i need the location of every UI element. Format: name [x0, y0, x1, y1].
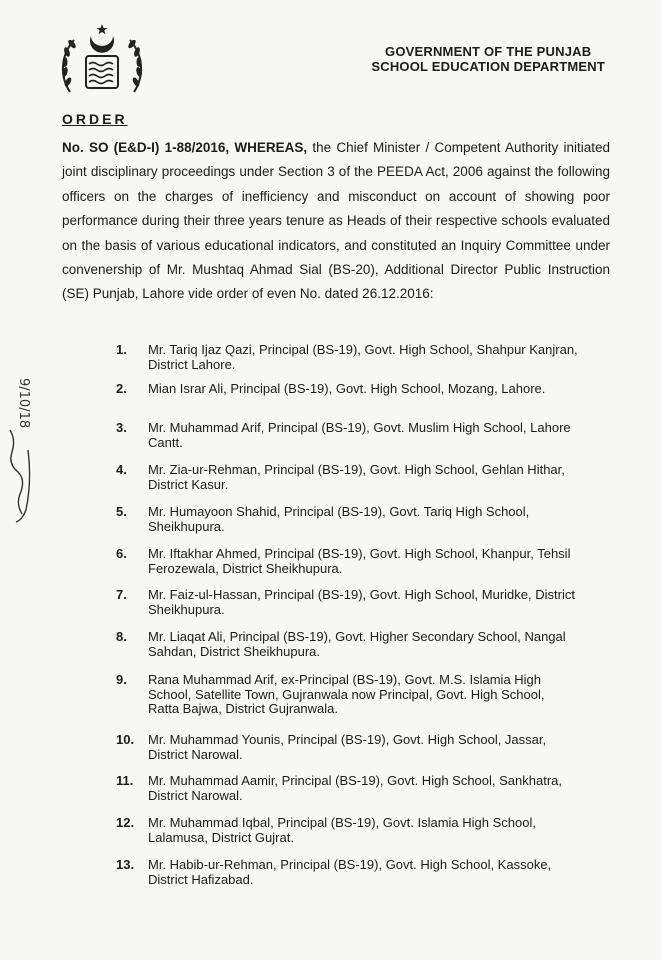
officer-item-number: 1. — [116, 342, 127, 357]
order-title: ORDER — [62, 111, 128, 127]
header-department: SCHOOL EDUCATION DEPARTMENT — [371, 59, 605, 74]
officer-item-text: Mr. Zia-ur-Rehman, Principal (BS-19), Govt. High School, Gehlan Hithar, District Kasur. — [148, 462, 565, 492]
margin-note-date: 9/10/18 — [16, 378, 31, 429]
punjab-government-emblem — [56, 22, 148, 100]
department-header — [371, 44, 605, 74]
officer-item-number: 7. — [116, 587, 127, 602]
order-body-text: the Chief Minister / Competent Authority initiated joint disciplinary proceedings under Section 3 of the PEEDA Act, 2006 against the following officers on the charges of inefficiency and misconduct on account of showing poor performance during their three years tenure as Heads of their respective schools evaluated on the basis of various educational indicators, and constituted an Inquiry Committee under convenership of Mr. Mushtaq Ahmad Sial (BS-20), Additional Director Public Instruction (SE) Punjab, Lahore vide order of even No. dated 26.12.2016: — [62, 140, 610, 302]
officer-item-text: Mr. Humayoon Shahid, Principal (BS-19), Govt. Tariq High School, Sheikhupura. — [148, 504, 530, 534]
officer-item-number: 2. — [116, 381, 127, 396]
officer-item-number: 13. — [116, 857, 135, 872]
officer-item-number: 6. — [116, 546, 127, 561]
officer-item-number: 3. — [116, 420, 127, 435]
officer-item-text: Mr. Muhammad Aamir, Principal (BS-19), Govt. High School, Sankhatra, District Narowal. — [148, 773, 563, 803]
officer-item-text: Mr. Muhammad Iqbal, Principal (BS-19), Govt. Islamia High School, Lalamusa, District Gujrat. — [148, 815, 536, 845]
officer-item-text: Mr. Tariq Ijaz Qazi, Principal (BS-19), Govt. High School, Shahpur Kanjran, District Lahore. — [148, 342, 578, 372]
officer-item-number: 10. — [116, 732, 135, 747]
header-government: GOVERNMENT OF THE PUNJAB — [385, 44, 592, 59]
officer-item-text: Mr. Muhammad Arif, Principal (BS-19), Govt. Muslim High School, Lahore Cantt. — [148, 420, 571, 450]
officer-item-text: Mr. Iftakhar Ahmed, Principal (BS-19), Govt. High School, Khanpur, Tehsil Ferozewala, District Sheikhupura. — [148, 546, 571, 576]
order-reference: No. SO (E&D-I) 1-88/2016, WHEREAS, — [62, 140, 308, 155]
officer-item-text: Mr. Habib-ur-Rehman, Principal (BS-19), Govt. High School, Kassoke, District Hafizabad. — [148, 857, 552, 887]
handwritten-margin-note-icon — [2, 370, 44, 530]
officer-item-number: 5. — [116, 504, 127, 519]
officer-item-text: Mr. Faiz-ul-Hassan, Principal (BS-19), Govt. High School, Muridke, District Sheikhupura. — [148, 587, 575, 617]
officer-item-text: Mr. Liaqat Ali, Principal (BS-19), Govt. Higher Secondary School, Nangal Sahdan, District Sheikhupura. — [148, 629, 566, 659]
officer-item-number: 12. — [116, 815, 135, 830]
officer-item-text: Mian Israr Ali, Principal (BS-19), Govt. High School, Mozang, Lahore. — [148, 381, 546, 396]
officer-item-number: 8. — [116, 629, 127, 644]
officer-item-text: Rana Muhammad Arif, ex-Principal (BS-19), Govt. M.S. Islamia High School, Satellite Town, Gujranwala now Principal, Govt. High School, Ratta Bajwa, District Gujranwala. — [148, 672, 545, 717]
officer-item-text: Mr. Muhammad Younis, Principal (BS-19), Govt. High School, Jassar, District Narowal. — [148, 732, 547, 762]
officer-item-number: 9. — [116, 672, 127, 687]
order-body-paragraph — [62, 136, 610, 307]
officer-item-number: 4. — [116, 462, 127, 477]
officer-item-number: 11. — [116, 773, 134, 788]
